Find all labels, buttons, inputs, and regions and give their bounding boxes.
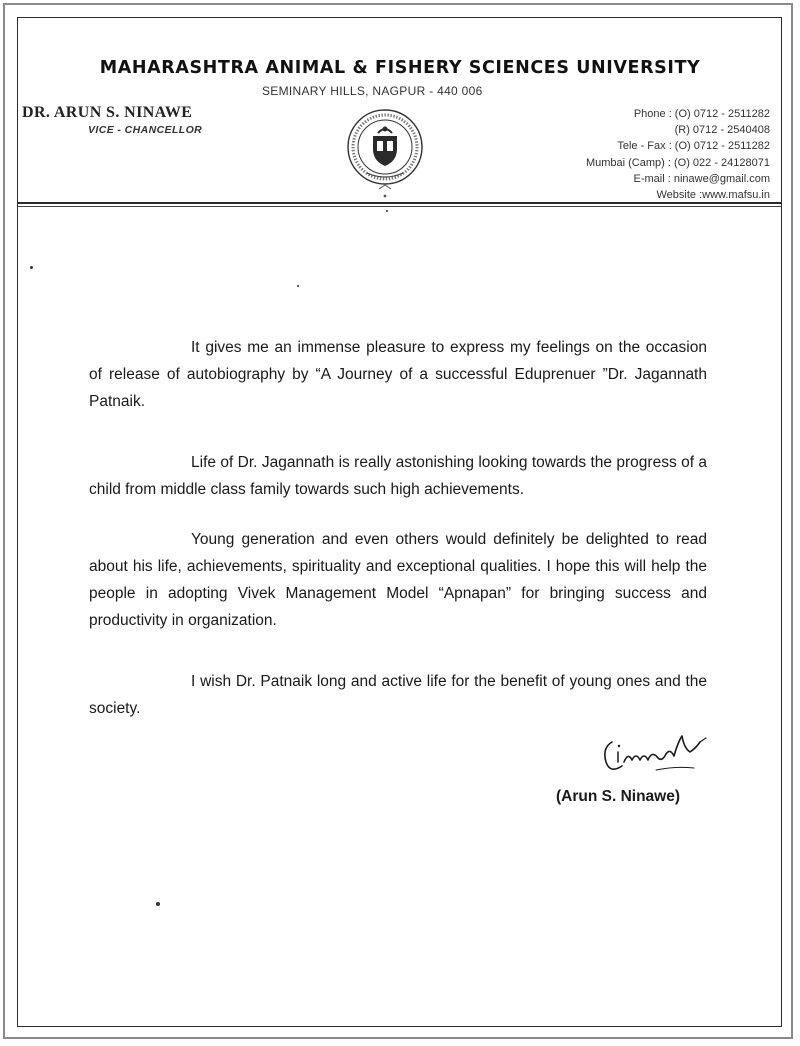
university-address: SEMINARY HILLS, NAGPUR - 440 006 xyxy=(262,84,483,98)
contact-email: E-mail : ninawe@gmail.com xyxy=(633,172,770,185)
vice-chancellor-name: DR. ARUN S. NINAWE xyxy=(22,104,193,121)
contact-block xyxy=(586,106,770,203)
university-emblem-icon xyxy=(343,105,427,200)
university-name: MAHARASHTRA ANIMAL & FISHERY SCIENCES UNIVERSITY xyxy=(99,58,701,78)
header-divider xyxy=(18,202,781,204)
body-paragraph-3: Young generation and even others would definitely be delighted to read about his life, achievements, spirituality and exceptional qualities. I hope this will help the people in adopting Vivek Management Model “Apnapan” for bringing success and productivity in organization. xyxy=(89,531,707,629)
vice-chancellor-title: VICE - CHANCELLOR xyxy=(88,124,203,136)
contact-mumbai-camp: Mumbai (Camp) : (O) 022 - 24128071 xyxy=(585,156,770,169)
contact-phone-residence: (R) 0712 - 2540408 xyxy=(674,124,770,137)
body-paragraph-2: Life of Dr. Jagannath is really astonishing looking towards the progress of a child from middle class family towards such high achievements. xyxy=(89,454,707,498)
scan-speck xyxy=(386,210,388,212)
contact-website: Website :www.mafsu.in xyxy=(656,189,770,202)
scan-speck xyxy=(30,266,33,269)
scan-speck xyxy=(156,902,160,906)
signer-name: (Arun S. Ninawe) xyxy=(556,788,681,805)
contact-phone-office: Phone : (O) 0712 - 2511282 xyxy=(633,108,770,120)
contact-telefax: Tele - Fax : (O) 0712 - 2511282 xyxy=(617,140,770,153)
header-divider-thin xyxy=(18,206,781,207)
scan-speck xyxy=(297,285,299,287)
body-paragraph-1: It gives me an immense pleasure to express my feelings on the occasion of release of autobiography by “A Journey of a successful Eduprenuer ”Dr. Jagannath Patnaik. xyxy=(89,339,707,410)
body-paragraph-4: I wish Dr. Patnaik long and active life for the benefit of young ones and the society. xyxy=(89,673,707,717)
handwritten-signature xyxy=(596,718,718,780)
